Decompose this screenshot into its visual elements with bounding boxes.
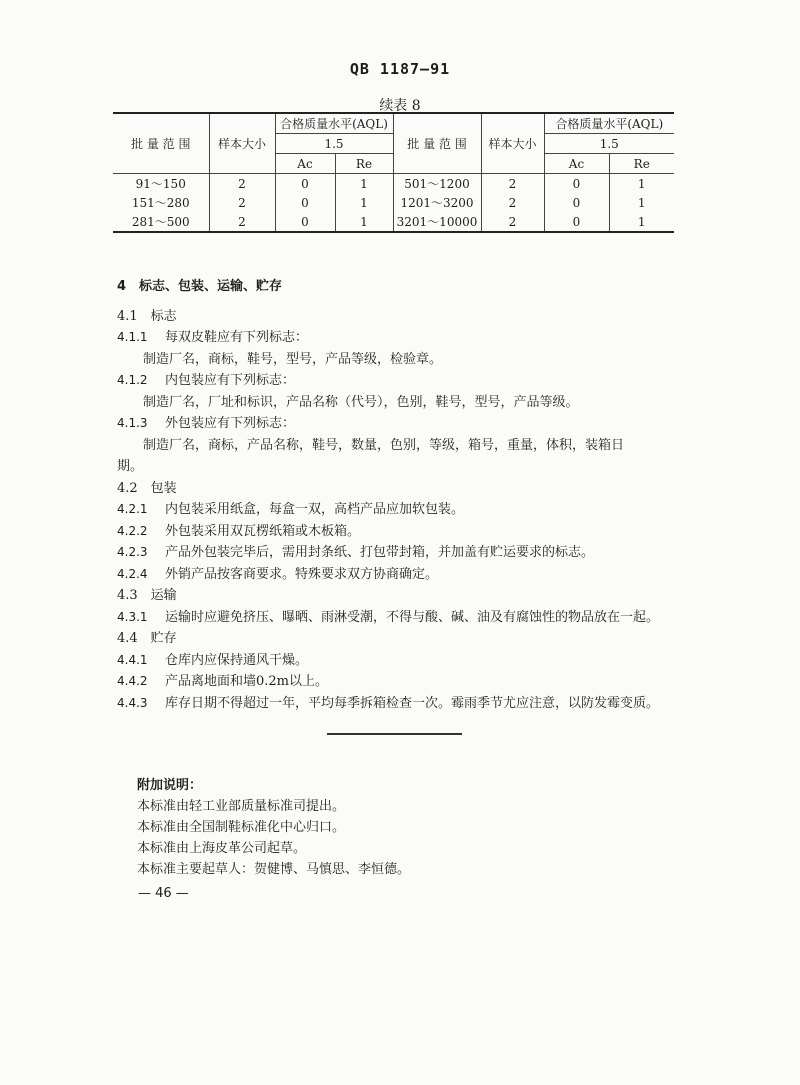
sample-size-cell: 2 (209, 212, 275, 232)
re-cell: 1 (609, 193, 674, 212)
section-4-4-heading: 4.4 贮存 (117, 631, 177, 646)
table-row (113, 212, 674, 232)
end-rule-divider (327, 733, 462, 735)
clause-4-1-2: 4.1.2 内包装应有下列标志： (117, 373, 296, 388)
ac-cell: 0 (544, 193, 609, 212)
lot-range-cell: 281～500 (113, 212, 209, 232)
re-cell: 1 (335, 193, 393, 212)
ac-cell: 0 (544, 212, 609, 232)
clause-4-2-2: 4.2.2 外包装采用双瓦楞纸箱或木板箱。 (117, 523, 361, 539)
sample-size-cell: 2 (481, 193, 544, 212)
standard-body (117, 272, 677, 714)
header-lot-range-left: 批 量 范 围 (113, 113, 209, 174)
clause-4-1-2-body: 制造厂名，厂址和标识，产品名称（代号），色别，鞋号，型号，产品等级。 (143, 394, 579, 410)
table-row (113, 174, 674, 194)
header-sample-size-left: 样本大小 (209, 113, 275, 174)
additional-notes (137, 775, 410, 880)
clause-4-4-3: 4.4.3 库存日期不得超过一年，平均每季拆箱检查一次。霉雨季节尤应注意，以防发霉变质。 (117, 695, 660, 711)
page-number: — 46 — (138, 886, 189, 901)
note-line: 本标准由上海皮革公司起草。 (137, 841, 307, 856)
sample-size-cell: 2 (481, 174, 544, 194)
ac-cell: 0 (275, 174, 335, 194)
clause-4-2-1: 4.2.1 内包装采用纸盒，每盒一双，高档产品应加软包装。 (117, 502, 465, 517)
ac-cell: 0 (544, 174, 609, 194)
re-cell: 1 (609, 212, 674, 232)
sample-size-cell: 2 (481, 212, 544, 232)
lot-range-cell: 1201～3200 (393, 193, 481, 212)
clause-4-4-2: 4.4.2 产品离地面和墙0.2m以上。 (117, 674, 329, 689)
header-sample-size-right: 样本大小 (481, 113, 544, 174)
clause-4-2-4: 4.2.4 外销产品按客商要求。特殊要求双方协商确定。 (117, 566, 439, 582)
note-line: 本标准主要起草人：贺健博、马慎思、李恒德。 (137, 862, 411, 877)
header-lot-range-right: 批 量 范 围 (393, 113, 481, 174)
clause-4-3-1: 4.3.1 运输时应避免挤压、曝晒、雨淋受潮，不得与酸、碱、油及有腐蚀性的物品放在一起。 (117, 609, 660, 625)
header-aql-right: 合格质量水平(AQL) (544, 113, 674, 134)
clause-4-1-1-body: 制造厂名，商标，鞋号，型号，产品等级，检验章。 (143, 351, 443, 367)
clause-4-1-3-body-cont: 期。 (117, 459, 144, 474)
notes-title: 附加说明： (137, 778, 203, 793)
header-aql-value-left: 1.5 (275, 134, 393, 154)
section-4-heading: 4 标志、包装、运输、贮存 (117, 279, 283, 294)
header-re-left: Re (335, 154, 393, 174)
standard-code-header: QB 1187—91 (349, 60, 451, 78)
section-4-3-heading: 4.3 运输 (117, 588, 177, 603)
clause-4-2-3: 4.2.3 产品外包装完毕后，需用封条纸、打包带封箱，并加盖有贮运要求的标志。 (117, 545, 595, 560)
note-line: 本标准由轻工业部质量标准司提出。 (137, 799, 346, 814)
clause-4-4-1: 4.4.1 仓库内应保持通风干燥。 (117, 652, 309, 668)
clause-4-1-3-body: 制造厂名，商标，产品名称，鞋号，数量，色别，等级，箱号，重量，体积，装箱日 (143, 437, 625, 453)
sample-size-cell: 2 (209, 174, 275, 194)
header-ac-left: Ac (275, 154, 335, 174)
section-4-1-heading: 4.1 标志 (117, 308, 177, 324)
ac-cell: 0 (275, 212, 335, 232)
ac-cell: 0 (275, 193, 335, 212)
table-title: 续表 8 (379, 98, 421, 114)
header-re-right: Re (609, 154, 674, 174)
re-cell: 1 (335, 212, 393, 232)
re-cell: 1 (335, 174, 393, 194)
note-line: 本标准由全国制鞋标准化中心归口。 (137, 820, 346, 835)
header-aql-left: 合格质量水平(AQL) (275, 113, 393, 134)
clause-4-1-1: 4.1.1 每双皮鞋应有下列标志： (117, 330, 309, 345)
lot-range-cell: 91～150 (113, 174, 209, 194)
sample-size-cell: 2 (209, 193, 275, 212)
re-cell: 1 (609, 174, 674, 194)
lot-range-cell: 501～1200 (393, 174, 481, 194)
clause-4-1-3: 4.1.3 外包装应有下列标志： (117, 416, 296, 431)
lot-range-cell: 3201～10000 (393, 212, 481, 232)
lot-range-cell: 151～280 (131, 196, 190, 210)
sampling-table (113, 112, 674, 233)
section-4-2-heading: 4.2 包装 (117, 480, 177, 496)
header-aql-value-right: 1.5 (544, 134, 674, 154)
table-row (113, 193, 674, 212)
header-ac-right: Ac (544, 154, 609, 174)
